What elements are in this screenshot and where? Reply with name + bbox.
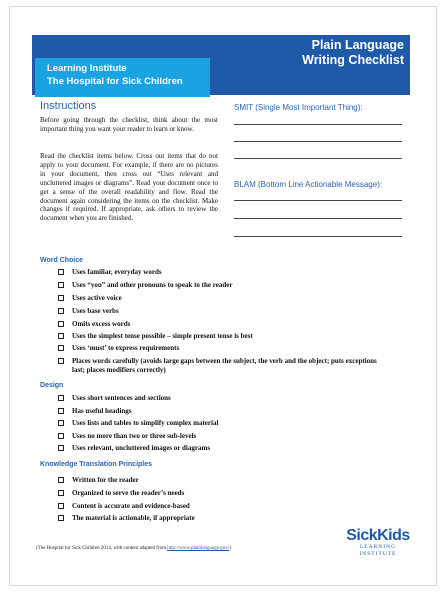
checkbox[interactable] bbox=[58, 433, 64, 439]
checklist-item-label: Content is accurate and evidence-based bbox=[72, 502, 190, 510]
org-line-1: Learning Institute bbox=[47, 63, 127, 74]
checklist-item bbox=[58, 394, 388, 403]
checklist-item bbox=[58, 419, 388, 428]
checkbox[interactable] bbox=[58, 269, 64, 275]
checkbox[interactable] bbox=[58, 515, 64, 521]
checklist-item bbox=[58, 444, 388, 453]
page-title bbox=[302, 38, 404, 68]
checklist-item-label: Uses “you” and other pronouns to speak to the reader bbox=[72, 281, 233, 289]
footer-close: ) bbox=[229, 546, 231, 551]
checklist-item-label: Uses the simplest tense possible – simple present tense is best bbox=[72, 332, 253, 340]
checklist-item bbox=[58, 268, 388, 277]
org-line-2: The Hospital for Sick Children bbox=[47, 75, 183, 87]
checklist-item-label: Uses short sentences and sections bbox=[72, 394, 171, 402]
checklist-item-label: Uses no more than two or three sub-levels bbox=[72, 432, 197, 440]
logo-sub-1: LEARNING bbox=[359, 544, 397, 550]
instructions-paragraph-1: Before going through the checklist, think about the most important thing you want your reader to learn or know. bbox=[40, 116, 218, 133]
checkbox[interactable] bbox=[58, 395, 64, 401]
instructions-paragraph-2: Read the checklist items below. Cross out items that do not apply to your document. For example, if there are no pictures in your document, then cross out “Uses relevant and uncluttered images or diagrams”. Read your document once to get a sense of the overall readability and flow. Read the document again considering the items on the checklist. Make changes if required. If appropriate, ask others to review the document when you are finished. bbox=[40, 152, 218, 223]
design-heading: Design bbox=[40, 382, 64, 389]
checkbox[interactable] bbox=[58, 358, 64, 364]
smit-line-1 bbox=[234, 124, 402, 125]
checklist-item bbox=[58, 476, 388, 485]
checklist-item-label: Omits excess words bbox=[72, 320, 131, 328]
checkbox[interactable] bbox=[58, 420, 64, 426]
checkbox[interactable] bbox=[58, 333, 64, 339]
blam-line-2 bbox=[234, 218, 402, 219]
blam-line-3 bbox=[234, 236, 402, 237]
checklist-item bbox=[58, 514, 388, 523]
checkbox[interactable] bbox=[58, 408, 64, 414]
instructions-heading: Instructions bbox=[40, 100, 97, 112]
logo-sub-2: INSTITUTE bbox=[359, 550, 397, 557]
plainlanguage-link[interactable]: http://www.plainlanguage.gov/ bbox=[167, 546, 230, 551]
checklist-item bbox=[58, 489, 388, 498]
checkbox[interactable] bbox=[58, 282, 64, 288]
checkbox[interactable] bbox=[58, 308, 64, 314]
blam-line-1 bbox=[234, 200, 402, 201]
checklist-item-label: Places words carefully (avoids large gaps between the subject, the verb and the object; puts exceptions last; places modifiers correctly) bbox=[72, 357, 377, 374]
checklist-item-label: Uses ‘must’ to express requirements bbox=[72, 344, 180, 352]
checkbox[interactable] bbox=[58, 321, 64, 327]
checklist-item bbox=[58, 332, 388, 341]
checklist-item bbox=[58, 357, 388, 375]
checklist-item bbox=[58, 344, 388, 353]
checkbox[interactable] bbox=[58, 477, 64, 483]
checkbox[interactable] bbox=[58, 345, 64, 351]
footer-citation bbox=[36, 546, 231, 551]
kt-principles-heading: Knowledge Translation Principles bbox=[40, 461, 153, 468]
checklist-item-label: Has useful headings bbox=[72, 407, 132, 415]
checklist-item bbox=[58, 320, 388, 329]
checklist-item-label: Written for the reader bbox=[72, 476, 139, 484]
checklist-item-label: Uses familiar, everyday words bbox=[72, 268, 162, 276]
word-choice-heading: Word Choice bbox=[40, 257, 84, 264]
smit-heading: SMIT (Single Most Important Thing): bbox=[234, 103, 363, 112]
checklist-item bbox=[58, 502, 388, 511]
checkbox[interactable] bbox=[58, 295, 64, 301]
checklist-item-label: Organized to serve the reader’s needs bbox=[72, 489, 185, 497]
checklist-item-label: The material is actionable, if appropriate bbox=[72, 514, 195, 522]
checklist-item-label: Uses relevant, uncluttered images or diagrams bbox=[72, 444, 211, 452]
logo-wordmark: SickKids bbox=[346, 527, 410, 544]
smit-line-3 bbox=[234, 158, 402, 159]
smit-line-2 bbox=[234, 141, 402, 142]
title-line-2: Writing Checklist bbox=[302, 53, 404, 67]
checkbox[interactable] bbox=[58, 490, 64, 496]
org-box bbox=[35, 58, 210, 97]
checklist-item bbox=[58, 407, 388, 416]
title-line-1: Plain Language bbox=[311, 38, 404, 52]
sickkids-logo bbox=[345, 528, 411, 557]
checklist-item bbox=[58, 294, 388, 303]
checklist-item bbox=[58, 307, 388, 316]
blam-heading: BLAM (Bottom Line Actionable Message): bbox=[234, 180, 383, 189]
checkbox[interactable] bbox=[58, 445, 64, 451]
checklist-item-label: Uses lists and tables to simplify complex material bbox=[72, 419, 219, 427]
footer-text: (The Hospital for Sick Children 2014, with content adapted from bbox=[36, 546, 168, 551]
checklist-item-label: Uses active voice bbox=[72, 294, 122, 302]
checklist-item bbox=[58, 281, 388, 290]
checklist-item-label: Uses base verbs bbox=[72, 307, 119, 315]
checklist-item bbox=[58, 432, 388, 441]
checkbox[interactable] bbox=[58, 503, 64, 509]
